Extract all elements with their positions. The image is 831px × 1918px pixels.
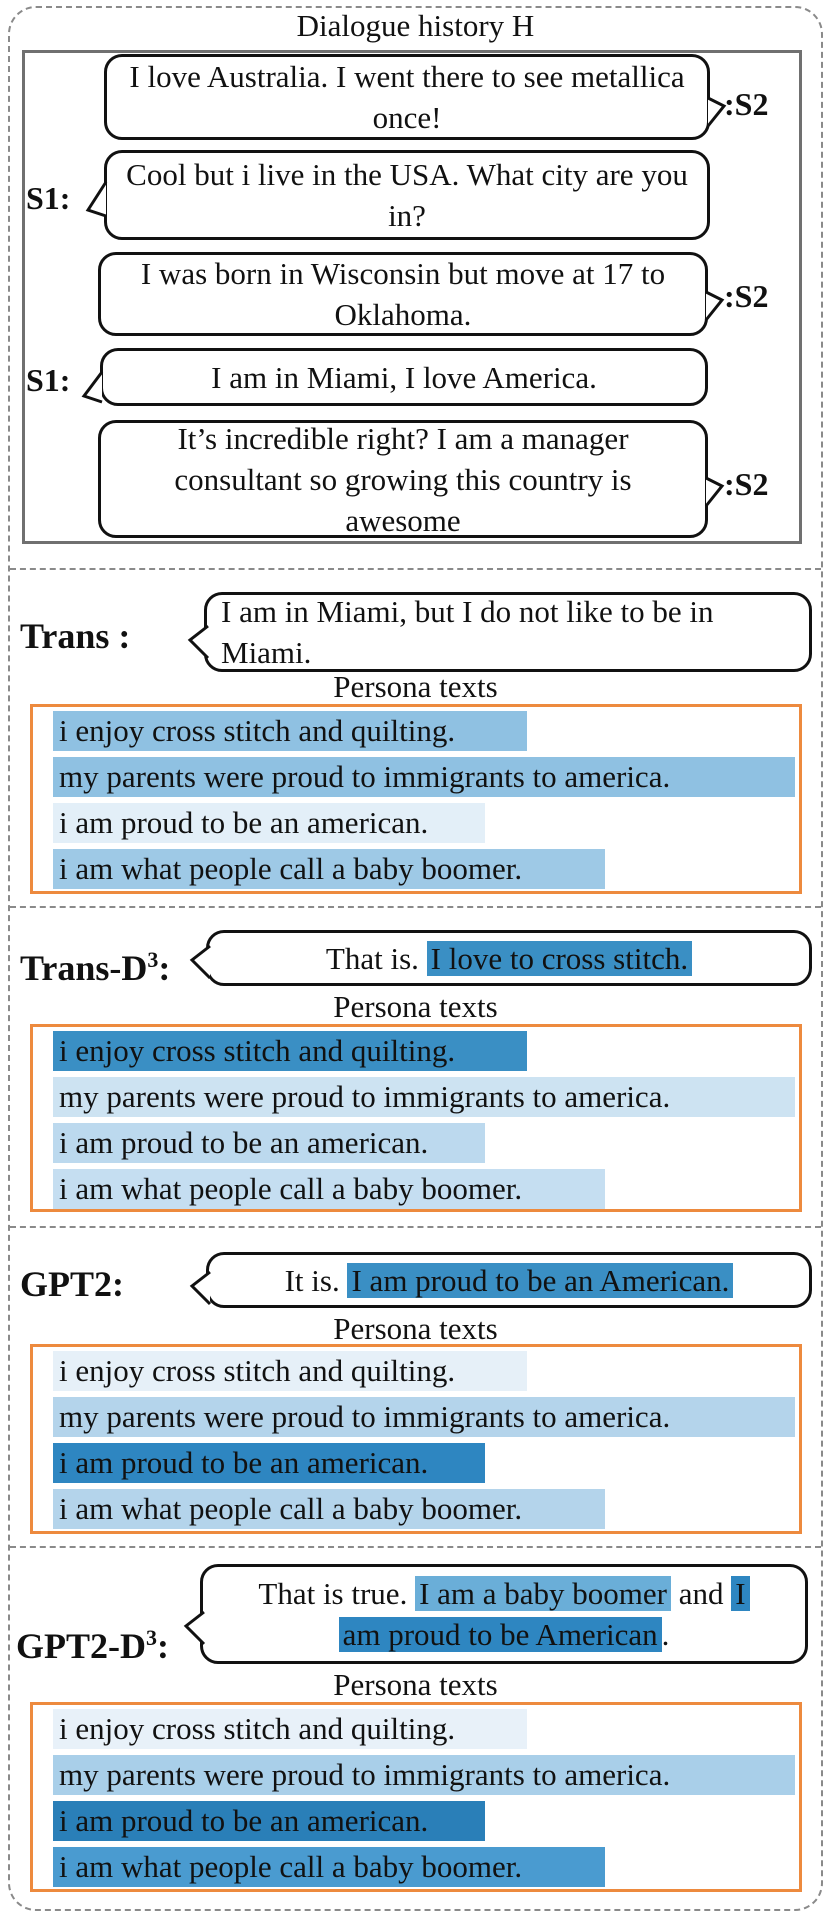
speaker-label: :S2 bbox=[724, 86, 769, 122]
persona-row: i am what people call a baby boomer. bbox=[53, 849, 605, 889]
section-divider bbox=[10, 568, 821, 570]
persona-row: i am what people call a baby boomer. bbox=[53, 1169, 605, 1209]
bubble-tail-left bbox=[84, 180, 108, 220]
history-text-3: I was born in Wisconsin but move at 17 to Oklahoma. bbox=[140, 256, 666, 332]
bubble-tail-left bbox=[188, 1270, 212, 1310]
persona-box-gpt2 bbox=[30, 1344, 802, 1534]
bubble-tail-right bbox=[704, 290, 726, 324]
speaker-label: S1: bbox=[26, 180, 71, 216]
persona-row: i am what people call a baby boomer. bbox=[53, 1847, 605, 1887]
speaker-label: S1: bbox=[26, 362, 71, 398]
persona-title: Persona texts bbox=[333, 989, 498, 1024]
bubble-tail-left bbox=[182, 1610, 206, 1650]
section-divider bbox=[10, 1226, 821, 1228]
response-bubble-trans bbox=[204, 592, 812, 672]
history-text-5: It’s incredible right? I am a manager consultant so growing this country is awesome bbox=[174, 420, 632, 538]
bubble-tail-left bbox=[188, 944, 212, 984]
persona-box-gpt2-d3 bbox=[30, 1702, 802, 1892]
persona-box-trans bbox=[30, 704, 802, 894]
bubble-tail-left bbox=[186, 624, 210, 664]
response-highlight: I am a baby boomer bbox=[415, 1576, 671, 1611]
persona-box-trans-d3 bbox=[30, 1024, 802, 1212]
persona-row: my parents were proud to immigrants to america. bbox=[53, 1077, 795, 1117]
dialogue-history-title: Dialogue history H bbox=[296, 8, 535, 43]
response-text-gpt2: It is. I am proud to be an American. bbox=[285, 1260, 734, 1301]
response-bubble-gpt2-d3 bbox=[200, 1564, 808, 1664]
model-label-gpt2: GPT2: bbox=[20, 1264, 124, 1304]
persona-row: i enjoy cross stitch and quilting. bbox=[53, 711, 527, 751]
persona-title: Persona texts bbox=[333, 669, 498, 704]
persona-title: Persona texts bbox=[333, 1667, 498, 1702]
model-label-trans: Trans : bbox=[20, 616, 131, 656]
history-bubble-4 bbox=[100, 348, 708, 406]
response-text-trans-d3: That is. I love to cross stitch. bbox=[326, 938, 692, 979]
speaker-label: :S2 bbox=[724, 466, 769, 502]
persona-row: i am what people call a baby boomer. bbox=[53, 1489, 605, 1529]
response-highlight: I bbox=[731, 1576, 749, 1611]
history-bubble-2 bbox=[104, 150, 710, 240]
response-highlight: I love to cross stitch. bbox=[427, 941, 692, 976]
persona-row: my parents were proud to immigrants to america. bbox=[53, 757, 795, 797]
history-bubble-3 bbox=[98, 252, 708, 336]
response-text-gpt2-d3: That is true. I am a baby boomer and I am proud to be American . bbox=[258, 1573, 749, 1655]
history-bubble-5 bbox=[98, 420, 708, 538]
persona-title: Persona texts bbox=[333, 1311, 498, 1346]
model-label-gpt2-d3: $GPT2-D^3$: bbox=[16, 1625, 169, 1666]
response-bubble-trans-d3 bbox=[206, 930, 812, 986]
response-bubble-gpt2 bbox=[206, 1252, 812, 1308]
bubble-tail-left bbox=[80, 370, 104, 406]
response-highlight: am proud to be American bbox=[339, 1617, 662, 1652]
persona-row: i am proud to be an american. bbox=[53, 803, 485, 843]
persona-row: i enjoy cross stitch and quilting. bbox=[53, 1031, 527, 1071]
persona-row: i enjoy cross stitch and quilting. bbox=[53, 1351, 527, 1391]
persona-row: i am proud to be an american. bbox=[53, 1123, 485, 1163]
persona-row: i enjoy cross stitch and quilting. bbox=[53, 1709, 527, 1749]
model-label-trans-d3: Trans-$D^3$: bbox=[20, 947, 171, 988]
history-text-4: I am in Miami, I love America. bbox=[211, 359, 597, 395]
speaker-label: :S2 bbox=[724, 278, 769, 314]
bubble-tail-right bbox=[704, 476, 726, 510]
history-text-1: I love Australia. I went there to see metallica once! bbox=[129, 59, 685, 135]
persona-row: i am proud to be an american. bbox=[53, 1801, 485, 1841]
response-text-trans: I am in Miami, but I do not like to be in Miami. bbox=[221, 594, 714, 670]
persona-row: my parents were proud to immigrants to america. bbox=[53, 1397, 795, 1437]
response-highlight: I am proud to be an American. bbox=[347, 1263, 733, 1298]
section-divider bbox=[10, 906, 821, 908]
section-divider bbox=[10, 1546, 821, 1548]
persona-row: my parents were proud to immigrants to america. bbox=[53, 1755, 795, 1795]
history-bubble-1 bbox=[104, 54, 710, 140]
history-text-2: Cool but i live in the USA. What city are you in? bbox=[126, 157, 688, 233]
persona-row: i am proud to be an american. bbox=[53, 1443, 485, 1483]
